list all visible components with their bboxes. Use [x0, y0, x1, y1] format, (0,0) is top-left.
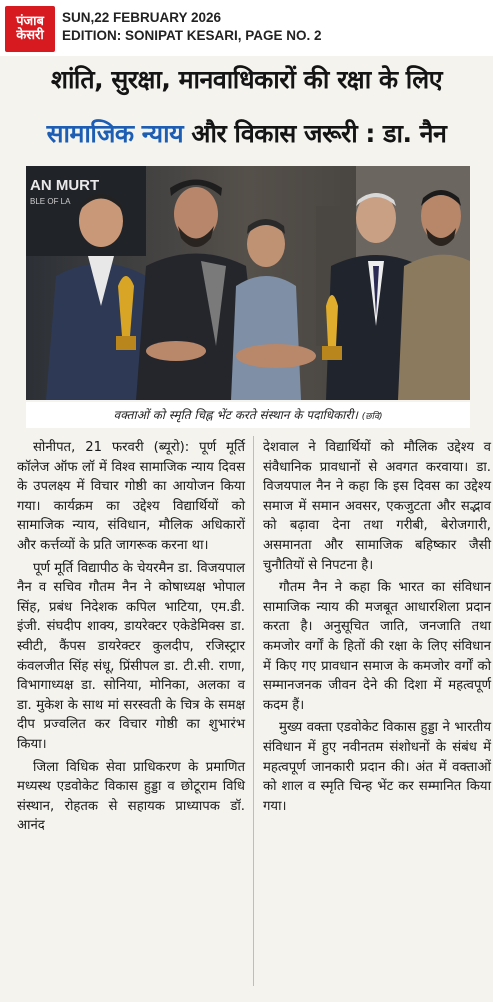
article-column-left: [17, 438, 245, 839]
photo-caption: [26, 402, 470, 428]
article-paragraph: पूर्ण मूर्ति विद्यापीठ के चेयरमैन डा. विजयपाल नैन व सचिव गौतम नैन ने कोषाध्यक्ष भोपाल सिंह, प्रबंध निदेशक कपिल भाटिया, एम.डी. इंजी. संघदीप शाक्य, डायरेक्टर एकेडेमिक्स डा. स्वीटी, कैंपस डायरेक्टर कुलदीप, रजिस्ट्रार कंवलजीत सिंह संधू, प्रिंसीपल डा. टी.सी. राणा, विभागाध्यक्ष डा. सोनिया, मोनिका, अलका व डा. मुकेश के साथ मां सरस्वती के चित्र के समक्ष दीप प्रज्वलित कर विचार गोष्ठी का शुभारंभ किया।: [17, 560, 245, 752]
masthead: [0, 0, 493, 56]
logo-line-1: पंजाब: [16, 14, 44, 30]
caption-credit: (छवि): [361, 412, 383, 422]
punjab-kesari-logo: [5, 6, 55, 52]
article-paragraph: देशवाल ने विद्यार्थियों को मौलिक उद्देश्य व संवैधानिक प्रावधानों से अवगत करवाया। डा. विजयपाल नैन ने कहा कि इस दिवस का उद्देश्य समाज में समान अवसर, एकजुटता और सद्भाव को बढ़ावा देना तथा गरीबी, बेरोजगारी, असमानता और सामाजिक बहिष्कार जैसी चुनौतियों से निपटना है।: [263, 440, 491, 573]
edition-date: SUN,22 FEBRUARY 2026: [62, 10, 222, 25]
event-photo: [26, 166, 470, 400]
headline-line-1: शांति, सुरक्षा, मानवाधिकारों की रक्षा के लिए: [50, 65, 443, 94]
event-photo-illustration: [26, 166, 470, 400]
headline-rest: और विकास जरूरी : डा. नैन: [191, 119, 447, 148]
column-divider: [253, 436, 254, 986]
article-paragraph: मुख्य वक्ता एडवोकेट विकास हुड्डा ने भारतीय संविधान में हुए नवीनतम संशोधनों के संबंध में महत्वपूर्ण जानकारी प्रदान की। अंत में वक्ताओं को शाल व स्मृति चिन्ह भेंट कर सम्मानित किया गया।: [263, 720, 491, 814]
article-paragraph: जिला विधिक सेवा प्राधिकरण के प्रमाणित मध्यस्थ एडवोकेट विकास हुड्डा व छोटूराम विधि संस्थान, रोहतक से सहायक प्राध्यापक डॉ. आनंद: [17, 759, 245, 834]
caption-text: वक्ताओं को स्मृति चिह्न भेंट करते संस्थान के पदाधिकारी।: [113, 408, 358, 422]
headline-line-2: [0, 116, 493, 150]
logo-line-2: केसरी: [16, 28, 44, 43]
article-column-right: [263, 438, 491, 819]
headline-highlight: सामाजिक न्याय: [46, 119, 184, 148]
banner-subtext: BLE OF LA: [30, 197, 71, 206]
article-paragraph: गौतम नैन ने कहा कि भारत का संविधान सामाजिक न्याय की मजबूत आधारशिला प्रदान करता है। अनुसूचित जाति, जनजाति तथा कमजोर वर्गों के हितों की रक्षा के लिए संविधान में किए गए प्रावधान समाज के कमजोर वर्गों को सम्मानजनक जीवन देने की दिशा में महत्वपूर्ण कदम हैं।: [263, 580, 491, 713]
banner-text: AN MURT: [30, 177, 100, 194]
article-paragraph: सोनीपत, 21 फरवरी (ब्यूरो): पूर्ण मूर्ति कॉलेज ऑफ लॉ में विश्व सामाजिक न्याय दिवस के उपलक्ष्य में विचार गोष्ठी का आयोजन किया गया। कार्यक्रम का उद्देश्य विद्यार्थियों को सामाजिक न्याय, संविधान, मौलिक अधिकारों और कर्त्तव्यों के प्रति जागरूक करना था।: [17, 440, 245, 553]
edition-meta: [62, 9, 322, 45]
edition-info: EDITION: SONIPAT KESARI, PAGE NO. 2: [62, 28, 322, 43]
